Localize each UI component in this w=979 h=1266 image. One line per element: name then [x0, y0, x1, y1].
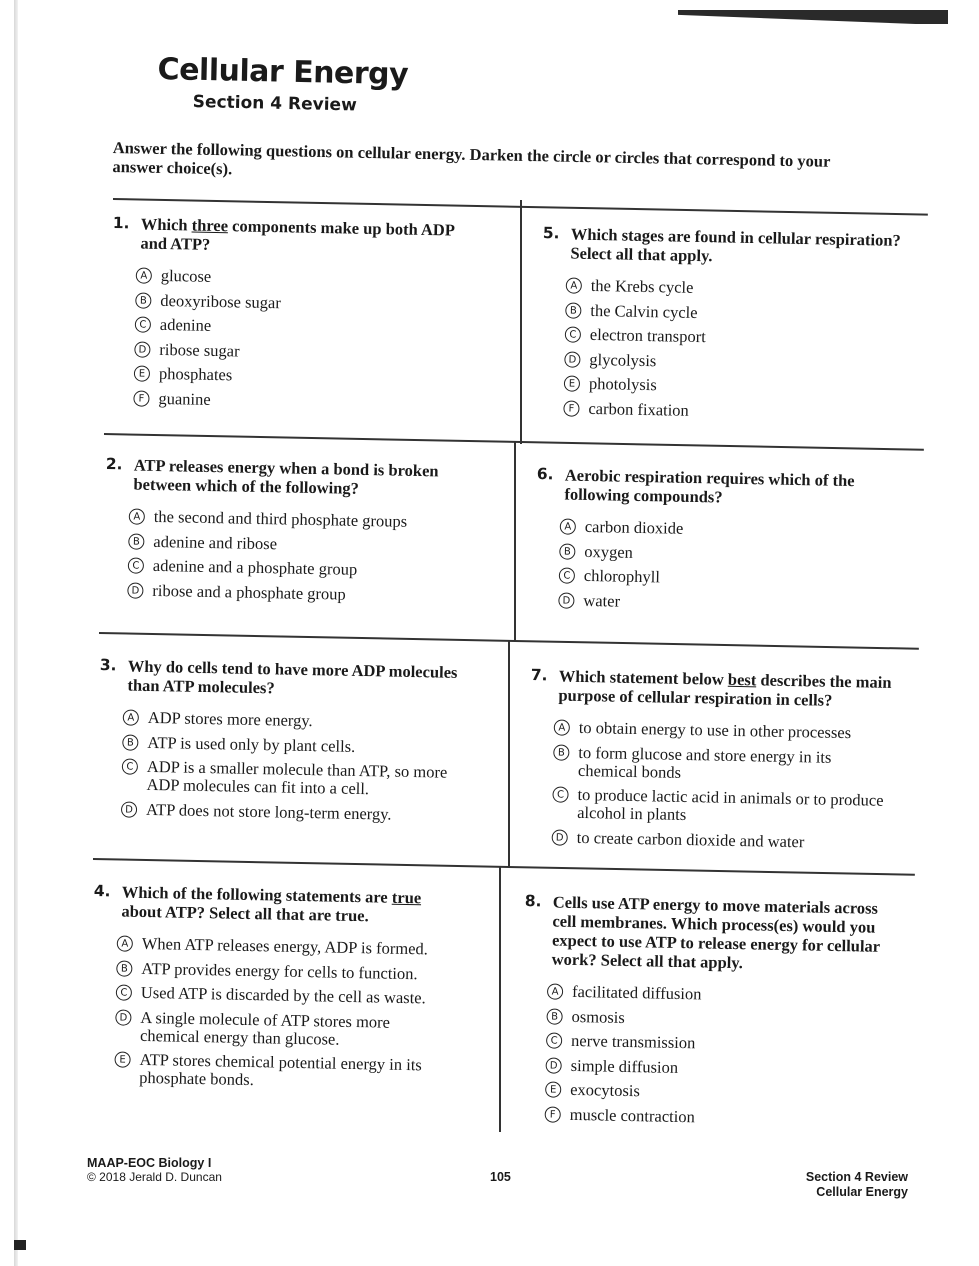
- option-text: adenine and ribose: [153, 531, 278, 553]
- option-text: ATP provides energy for cells to function.: [141, 958, 418, 983]
- question-number: 4.: [93, 882, 111, 901]
- question-7: [527, 666, 901, 859]
- answer-bubble[interactable]: D: [564, 351, 580, 367]
- question-2: [103, 455, 476, 612]
- answer-option[interactable]: [564, 350, 910, 375]
- answer-bubble[interactable]: E: [134, 365, 150, 381]
- option-text: muscle contraction: [569, 1104, 696, 1126]
- page-subtitle: Section 4 Review: [192, 92, 357, 116]
- answer-option[interactable]: [564, 374, 910, 399]
- answer-option[interactable]: [565, 325, 911, 350]
- question-text: Which of the following statements are true about ATP? Select all that are true.: [121, 882, 422, 926]
- answer-option[interactable]: [128, 556, 474, 581]
- footer-course: MAAP-EOC Biology I: [87, 1156, 212, 1170]
- answer-bubble[interactable]: A: [554, 719, 570, 735]
- answer-option[interactable]: [115, 1008, 462, 1051]
- page-title: Cellular Energy: [157, 52, 409, 93]
- answer-options: [558, 517, 906, 615]
- option-text: to form glucose and store energy in its chemical bonds: [577, 742, 832, 782]
- answer-option[interactable]: [552, 785, 899, 828]
- answer-option[interactable]: [121, 757, 468, 800]
- scan-left-edge: [14, 0, 18, 1266]
- footer-right: [760, 1170, 908, 1200]
- scan-mark: [14, 1240, 26, 1250]
- answer-options: [552, 718, 900, 852]
- question-number: 3.: [99, 656, 117, 675]
- answer-bubble[interactable]: E: [114, 1051, 130, 1067]
- answer-bubble[interactable]: B: [559, 543, 575, 559]
- option-text: adenine and a phosphate group: [152, 555, 358, 579]
- answer-bubble[interactable]: A: [566, 277, 582, 293]
- answer-bubble[interactable]: B: [116, 960, 132, 976]
- option-text: carbon fixation: [588, 398, 689, 420]
- answer-bubble[interactable]: F: [133, 390, 149, 406]
- column-divider-1: [520, 200, 522, 444]
- answer-options: [133, 266, 482, 413]
- option-text: deoxyribose sugar: [160, 290, 282, 312]
- answer-bubble[interactable]: C: [135, 316, 151, 332]
- answer-bubble[interactable]: B: [565, 302, 581, 318]
- answer-option[interactable]: [552, 828, 898, 853]
- answer-option[interactable]: [559, 566, 905, 591]
- question-number: 1.: [112, 214, 130, 233]
- answer-bubble[interactable]: E: [545, 1081, 561, 1097]
- answer-options: [563, 276, 912, 423]
- answer-option[interactable]: [563, 399, 909, 424]
- question-number: 5.: [542, 224, 560, 243]
- answer-bubble[interactable]: D: [127, 582, 143, 598]
- answer-bubble[interactable]: B: [128, 533, 144, 549]
- answer-option[interactable]: [566, 276, 912, 301]
- answer-options: [114, 934, 463, 1093]
- option-text: guanine: [158, 388, 211, 409]
- question-text: Aerobic respiration requires which of the following compounds?: [564, 465, 855, 507]
- answer-option[interactable]: [127, 581, 473, 606]
- option-text: water: [583, 590, 621, 611]
- answer-option[interactable]: [554, 718, 900, 743]
- option-text: ATP does not store long-term energy.: [145, 799, 392, 824]
- option-text: facilitated diffusion: [571, 981, 702, 1004]
- footer-section: Section 4 Review: [805, 1170, 908, 1184]
- option-text: ADP stores more energy.: [147, 707, 313, 731]
- option-text: carbon dioxide: [584, 516, 684, 538]
- answer-bubble[interactable]: C: [116, 984, 132, 1000]
- answer-option[interactable]: [545, 1080, 891, 1105]
- option-text: to produce lactic acid in animals or to produce alcohol in plants: [577, 784, 884, 825]
- question-number: 6.: [536, 465, 554, 484]
- answer-option[interactable]: [547, 982, 893, 1007]
- question-4: [90, 882, 464, 1100]
- answer-option[interactable]: [559, 542, 905, 567]
- answer-option[interactable]: [135, 291, 481, 316]
- question-3: [97, 656, 470, 831]
- answer-bubble[interactable]: D: [546, 1057, 562, 1073]
- answer-bubble[interactable]: A: [117, 935, 133, 951]
- answer-option[interactable]: [117, 934, 463, 959]
- answer-option[interactable]: [129, 507, 475, 532]
- option-text: to obtain energy to use in other processes: [578, 717, 852, 743]
- answer-bubble[interactable]: C: [565, 326, 581, 342]
- answer-bubble[interactable]: D: [552, 829, 568, 845]
- option-text: the second and third phosphate groups: [153, 506, 408, 531]
- answer-option[interactable]: [134, 340, 480, 365]
- option-text: electron transport: [589, 324, 706, 347]
- page-number: 105: [490, 1170, 511, 1184]
- question-1: [109, 214, 483, 420]
- option-text: exocytosis: [570, 1079, 641, 1101]
- answer-bubble[interactable]: C: [559, 567, 575, 583]
- answer-options: [545, 982, 894, 1129]
- answer-options: [121, 708, 469, 824]
- answer-bubble[interactable]: D: [121, 801, 137, 817]
- option-text: phosphates: [158, 363, 233, 385]
- answer-bubble[interactable]: A: [123, 709, 139, 725]
- question-text: Which three components make up both ADP and ATP?: [140, 214, 455, 254]
- option-text: oxygen: [584, 541, 634, 562]
- answer-option[interactable]: [546, 1031, 892, 1056]
- option-text: photolysis: [588, 373, 657, 395]
- footer-left: [87, 1156, 222, 1184]
- answer-option[interactable]: [123, 708, 469, 733]
- answer-bubble[interactable]: D: [558, 592, 574, 608]
- option-text: osmosis: [571, 1006, 625, 1027]
- question-5: [539, 224, 913, 430]
- answer-bubble[interactable]: A: [547, 983, 563, 999]
- answer-option[interactable]: [565, 301, 911, 326]
- question-text: ATP releases energy when a bond is broken between which of the following?: [133, 455, 439, 498]
- column-divider-3: [508, 641, 510, 867]
- top-edge-bar: [678, 10, 948, 24]
- option-text: ribose and a phosphate group: [152, 580, 346, 604]
- answer-bubble[interactable]: B: [135, 292, 151, 308]
- answer-bubble[interactable]: C: [546, 1032, 562, 1048]
- answer-option[interactable]: [546, 1007, 892, 1032]
- answer-option[interactable]: [114, 1050, 461, 1093]
- option-text: the Krebs cycle: [590, 275, 694, 297]
- answer-option[interactable]: [135, 315, 481, 340]
- answer-option[interactable]: [122, 733, 468, 758]
- option-text: to create carbon dioxide and water: [576, 827, 805, 851]
- answer-bubble[interactable]: C: [122, 758, 138, 774]
- option-text: When ATP releases energy, ADP is formed.: [141, 933, 429, 959]
- answer-option[interactable]: [558, 591, 904, 616]
- answer-bubble[interactable]: B: [553, 744, 569, 760]
- option-text: nerve transmission: [570, 1030, 696, 1053]
- question-text: Cells use ATP energy to move materials across cell membranes. Which process(es) would you expect to use ATP to release energy for cellular work? Select all that apply.: [551, 892, 880, 973]
- question-text: Which stages are found in cellular respiration? Select all that apply.: [570, 224, 901, 266]
- footer-topic: Cellular Energy: [816, 1185, 908, 1199]
- answer-option[interactable]: [121, 800, 467, 825]
- answer-bubble[interactable]: A: [129, 508, 145, 524]
- answer-option[interactable]: [553, 743, 900, 786]
- answer-bubble[interactable]: B: [122, 734, 138, 750]
- answer-option[interactable]: [545, 1105, 891, 1130]
- option-text: the Calvin cycle: [590, 300, 698, 322]
- option-text: ADP is a smaller molecule than ATP, so more ADP molecules can fit into a cell.: [146, 756, 448, 799]
- question-6: [534, 465, 907, 622]
- answer-option[interactable]: [560, 517, 906, 542]
- answer-option[interactable]: [116, 959, 462, 984]
- answer-option[interactable]: [546, 1056, 892, 1081]
- option-text: chlorophyll: [583, 565, 661, 587]
- footer-copyright: © 2018 Jerald D. Duncan: [87, 1170, 222, 1184]
- answer-option[interactable]: [134, 364, 480, 389]
- answer-bubble[interactable]: F: [563, 400, 579, 416]
- answer-bubble[interactable]: C: [128, 557, 144, 573]
- question-text: Why do cells tend to have more ADP molecules than ATP molecules?: [127, 656, 458, 698]
- question-number: 2.: [105, 455, 123, 474]
- answer-bubble[interactable]: A: [136, 267, 152, 283]
- divider-row-3: [93, 858, 915, 875]
- column-divider-2: [514, 442, 516, 642]
- answer-bubble[interactable]: B: [546, 1008, 562, 1024]
- answer-bubble[interactable]: C: [552, 786, 568, 802]
- question-text: Which statement below best describes the main purpose of cellular respiration in cells?: [558, 666, 892, 710]
- question-number: 7.: [530, 666, 548, 685]
- option-text: ATP stores chemical potential energy in its phosphate bonds.: [139, 1049, 423, 1090]
- question-8: [520, 892, 894, 1136]
- answer-bubble[interactable]: D: [134, 341, 150, 357]
- instructions: Answer the following questions on cellular energy. Darken the circle or circles that correspond to your answer choice(s).: [112, 138, 831, 179]
- option-text: simple diffusion: [570, 1055, 679, 1077]
- option-text: Used ATP is discarded by the cell as waste.: [140, 982, 426, 1008]
- answer-bubble[interactable]: A: [560, 518, 576, 534]
- option-text: A single molecule of ATP stores more chemical energy than glucose.: [139, 1007, 391, 1049]
- option-text: ribose sugar: [159, 339, 240, 360]
- answer-options: [127, 507, 475, 605]
- answer-bubble[interactable]: E: [564, 375, 580, 391]
- option-text: adenine: [159, 314, 212, 335]
- answer-bubble[interactable]: D: [115, 1009, 131, 1025]
- answer-option[interactable]: [133, 389, 479, 414]
- column-divider-4: [499, 866, 501, 1132]
- option-text: ATP is used only by plant cells.: [147, 732, 356, 756]
- question-number: 8.: [524, 892, 542, 911]
- option-text: glucose: [160, 265, 212, 286]
- answer-option[interactable]: [116, 983, 462, 1008]
- answer-bubble[interactable]: F: [545, 1106, 561, 1122]
- option-text: glycolysis: [589, 349, 657, 370]
- answer-option[interactable]: [136, 266, 482, 291]
- answer-option[interactable]: [128, 532, 474, 557]
